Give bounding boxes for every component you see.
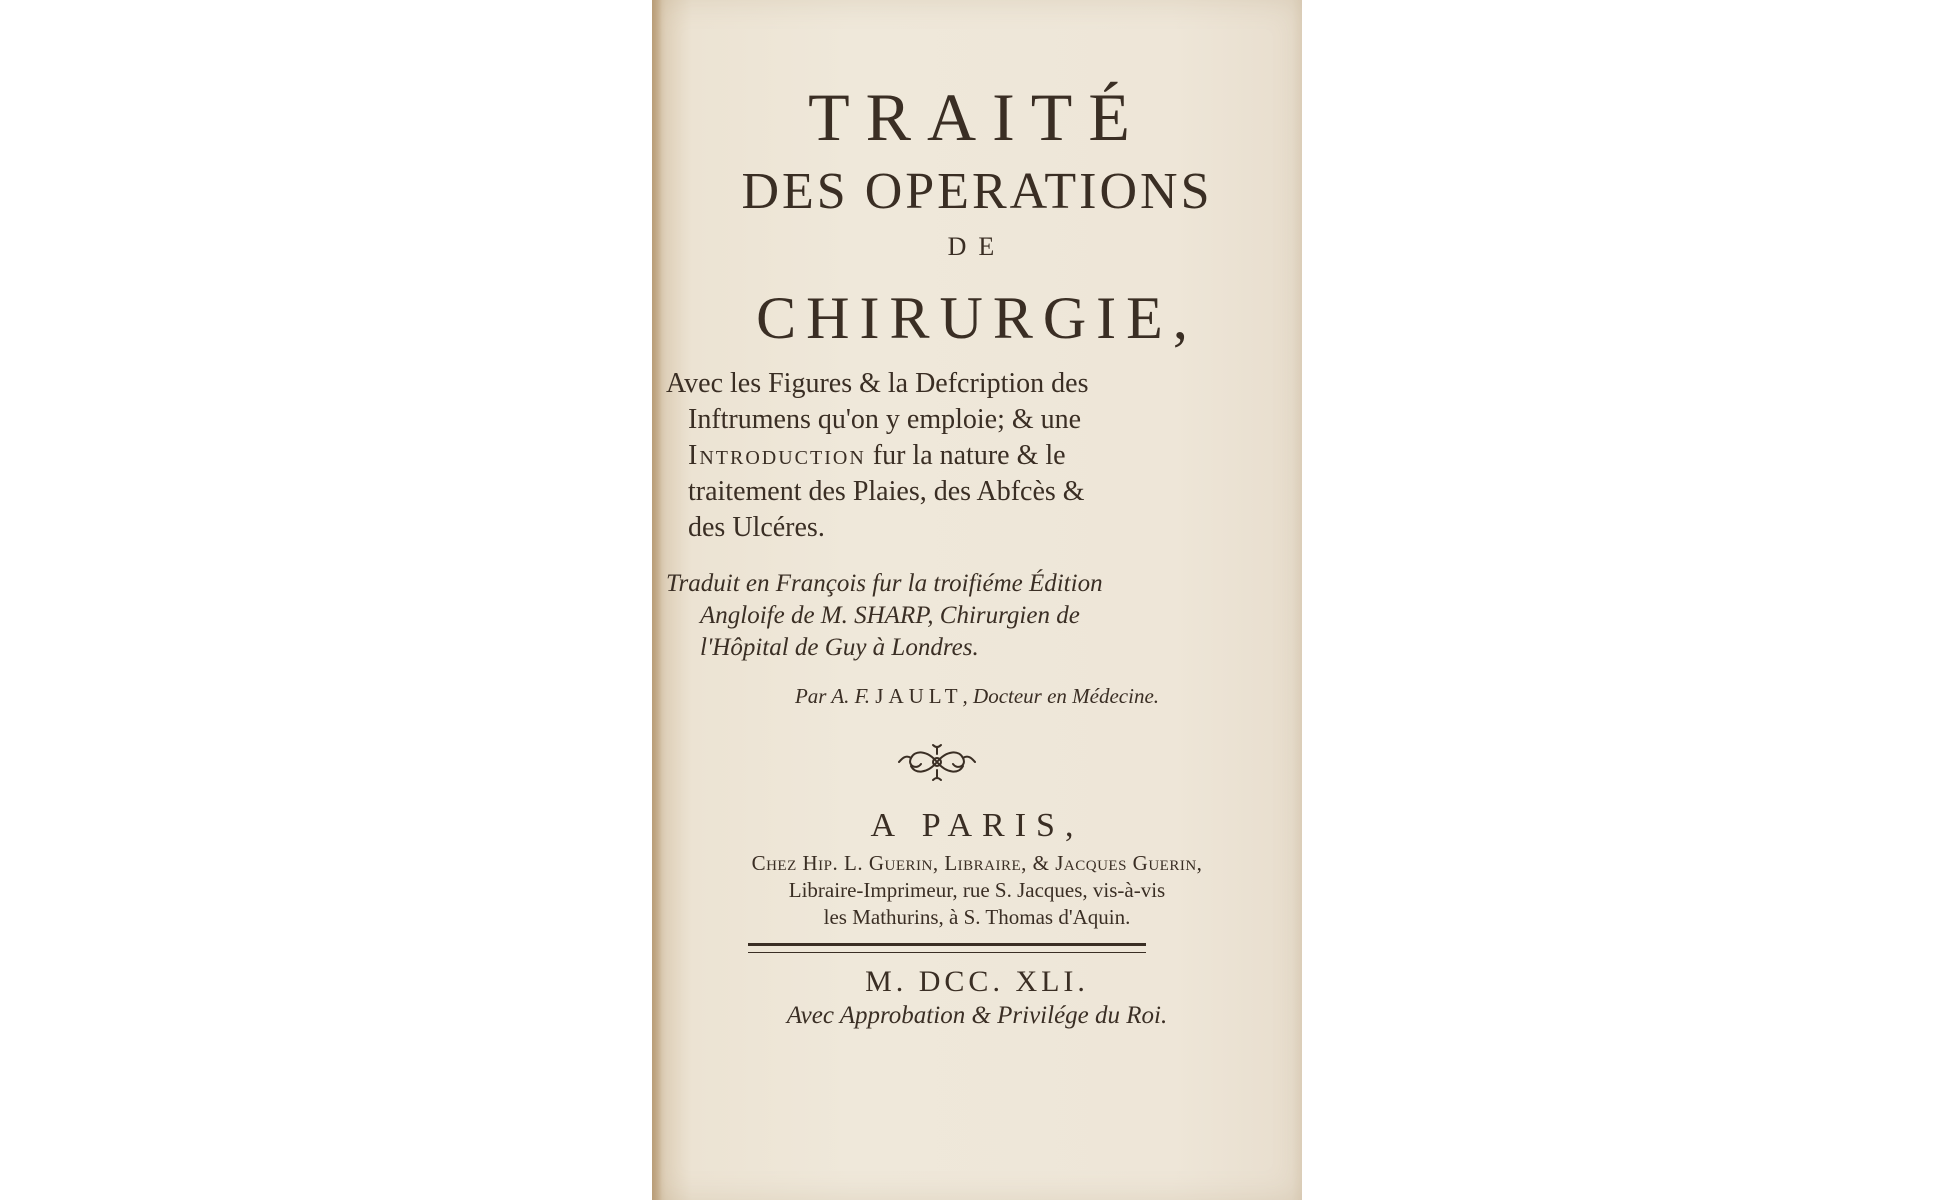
translation-line-2: Angloife de M. SHARP, Chirurgien de bbox=[700, 602, 1080, 629]
imprint-line-2: Libraire-Imprimeur, rue S. Jacques, vis-à-vis bbox=[788, 878, 1166, 902]
author-line bbox=[652, 684, 1302, 709]
imprint-paragraph bbox=[662, 850, 1292, 931]
description-line-1: Avec les Figures & la Defcription des bbox=[666, 368, 1089, 399]
double-rule-divider bbox=[748, 943, 1146, 953]
introduction-word: Introduction bbox=[688, 440, 866, 471]
description-paragraph bbox=[666, 366, 1286, 546]
publication-year: M. DCC. XLI. bbox=[865, 965, 1089, 998]
printer-ornament bbox=[897, 740, 977, 784]
title-des-operations: DES OPERATIONS bbox=[741, 163, 1213, 220]
translation-line-3: l'Hôpital de Guy à Londres. bbox=[700, 634, 979, 661]
imprint-line-1: Chez Hip. L. Guerin, Libraire, & Jacques Guerin, bbox=[751, 851, 1203, 875]
privilege-line: Avec Approbation & Privilége du Roi. bbox=[786, 1002, 1168, 1029]
description-line-2: Inftrumens qu'on y emploie; & une bbox=[688, 404, 1082, 435]
description-line-4: traitement des Plaies, des Abfcès & bbox=[688, 476, 1085, 507]
title-chirurgie: CHIRURGIE, bbox=[756, 285, 1198, 351]
imprint-line-3: les Mathurins, à S. Thomas d'Aquin. bbox=[823, 905, 1131, 929]
translation-line-1: Traduit en François fur la troifiéme Édition bbox=[666, 570, 1103, 597]
author-suffix: , Docteur en Médecine. bbox=[962, 684, 1160, 708]
description-line-3 bbox=[666, 438, 1286, 474]
author-prefix: Par A. F. bbox=[794, 684, 871, 708]
title-page bbox=[652, 0, 1302, 1200]
title-de: DE bbox=[947, 232, 1007, 261]
title-traite: TRAITÉ bbox=[808, 79, 1146, 155]
translation-paragraph bbox=[666, 568, 1286, 664]
imprint-place: A PARIS, bbox=[870, 807, 1084, 844]
description-line-5: des Ulcéres. bbox=[688, 512, 825, 543]
description-line-3-rest: fur la nature & le bbox=[872, 440, 1066, 471]
author-name: JAULT bbox=[875, 684, 963, 708]
